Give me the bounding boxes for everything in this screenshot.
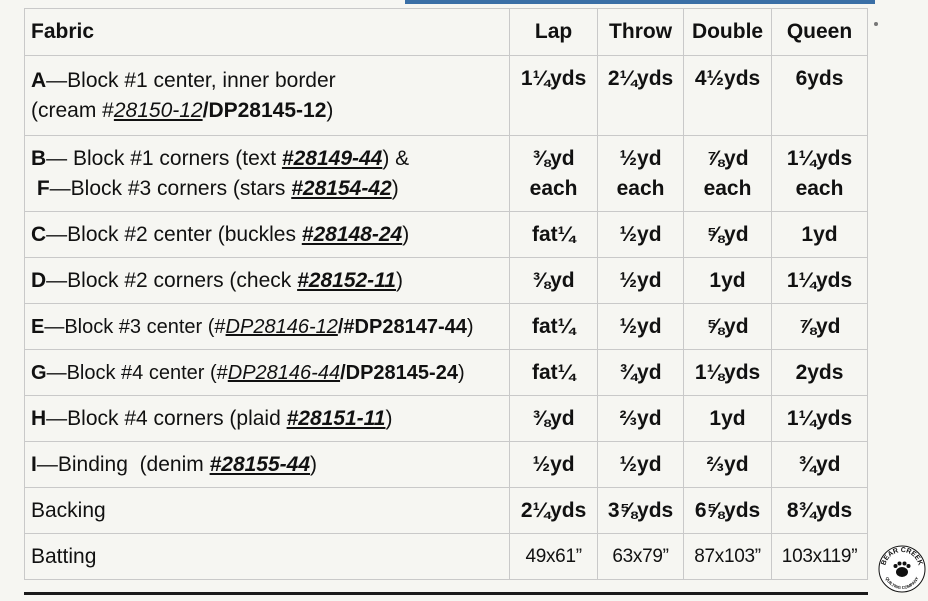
qty-queen: 1yd bbox=[772, 212, 868, 258]
header-row bbox=[25, 9, 868, 56]
fabric-desc: / bbox=[202, 98, 209, 122]
fabric-desc: —Binding (denim bbox=[36, 452, 210, 476]
logo-top-text: BEAR CREEK bbox=[880, 546, 924, 567]
table-row bbox=[25, 212, 868, 258]
qty-each: each bbox=[529, 176, 578, 200]
qty-each: each bbox=[616, 176, 665, 200]
qty-lap: fat¼ bbox=[510, 304, 598, 350]
bear-creek-logo bbox=[878, 545, 926, 593]
fabric-cell bbox=[25, 56, 510, 136]
fabric-desc: / bbox=[337, 315, 344, 338]
fabric-cell bbox=[25, 350, 510, 396]
header-fabric: Fabric bbox=[25, 9, 510, 56]
qty-double bbox=[684, 136, 772, 212]
fabric-letter: H bbox=[31, 406, 47, 430]
qty-lap: fat¼ bbox=[510, 212, 598, 258]
fabric-letter: I bbox=[31, 452, 37, 476]
qty-double: ⅝yd bbox=[684, 212, 772, 258]
fabric-cell: Batting bbox=[25, 534, 510, 580]
fabric-desc: ) bbox=[326, 98, 334, 122]
fabric-desc: ) bbox=[385, 406, 393, 430]
fabric-cell bbox=[25, 396, 510, 442]
fabric-code: DP28145-24 bbox=[345, 361, 458, 384]
fabric-letter: E bbox=[31, 315, 45, 338]
qty-queen: 6yds bbox=[772, 56, 868, 136]
fabric-desc: —Block #3 center (# bbox=[44, 315, 226, 338]
table-row bbox=[25, 258, 868, 304]
fabric-code: 28150-12 bbox=[113, 98, 203, 122]
qty-queen: 1¼yds bbox=[772, 258, 868, 304]
qty-double: 87x103” bbox=[684, 534, 772, 580]
qty-throw: ⅔yd bbox=[598, 396, 684, 442]
qty-lap: ⅜yd bbox=[510, 396, 598, 442]
qty-double: ⅔yd bbox=[684, 442, 772, 488]
logo-bottom-text: QUILTING COMPANY bbox=[884, 576, 920, 591]
qty-lap: fat¼ bbox=[510, 350, 598, 396]
fabric-code: DP28146-44 bbox=[227, 361, 341, 384]
qty-each: each bbox=[795, 176, 844, 200]
header-throw: Throw bbox=[598, 9, 684, 56]
fabric-desc: —Block #4 corners (plaid bbox=[46, 406, 287, 430]
fabric-requirements-table bbox=[24, 8, 868, 580]
fabric-desc: —Block #4 center (# bbox=[46, 361, 228, 384]
fabric-cell bbox=[25, 304, 510, 350]
fabric-code: #DP28147-44 bbox=[343, 315, 467, 338]
fabric-desc: ) bbox=[310, 452, 318, 476]
fabric-desc: —Block #2 corners (check bbox=[46, 268, 298, 292]
fabric-code: #28149-44 bbox=[281, 146, 383, 170]
fabric-cell: Backing bbox=[25, 488, 510, 534]
table-row bbox=[25, 396, 868, 442]
fabric-desc: ) & bbox=[382, 146, 410, 170]
fabric-cell bbox=[25, 442, 510, 488]
qty-lap: 2¼yds bbox=[510, 488, 598, 534]
qty-lap: 1¼yds bbox=[510, 56, 598, 136]
fabric-desc: (cream # bbox=[31, 98, 114, 122]
qty-throw: ¾yd bbox=[598, 350, 684, 396]
fabric-desc: ) bbox=[391, 176, 399, 200]
qty-double: 6⅝yds bbox=[684, 488, 772, 534]
qty-lap: 49x61” bbox=[510, 534, 598, 580]
qty-double: ⅝yd bbox=[684, 304, 772, 350]
fabric-letter: G bbox=[31, 361, 47, 384]
qty-queen: 103x119” bbox=[772, 534, 868, 580]
qty-lap: ⅜yd bbox=[510, 258, 598, 304]
qty-throw: ½yd bbox=[598, 442, 684, 488]
qty-queen: 1¼yds bbox=[772, 396, 868, 442]
qty-lap bbox=[510, 136, 598, 212]
table-row bbox=[25, 304, 868, 350]
bottom-rule bbox=[24, 592, 868, 595]
qty-double: 4½yds bbox=[684, 56, 772, 136]
header-double: Double bbox=[684, 9, 772, 56]
qty-throw: ½yd bbox=[598, 304, 684, 350]
qty-double: 1yd bbox=[684, 396, 772, 442]
fabric-desc: — Block #1 corners (text bbox=[46, 146, 282, 170]
table-row bbox=[25, 534, 868, 580]
table-row bbox=[25, 350, 868, 396]
header-lap: Lap bbox=[510, 9, 598, 56]
qty-value: ½yd bbox=[619, 146, 662, 170]
table-row bbox=[25, 488, 868, 534]
fabric-code: DP28145-12 bbox=[208, 98, 327, 122]
qty-throw: 2¼yds bbox=[598, 56, 684, 136]
fabric-letter: B bbox=[31, 146, 47, 170]
qty-queen bbox=[772, 136, 868, 212]
fabric-requirements-table-wrap bbox=[24, 8, 868, 580]
table-row bbox=[25, 56, 868, 136]
qty-each: each bbox=[703, 176, 752, 200]
qty-throw: 3⅝yds bbox=[598, 488, 684, 534]
fabric-letter: D bbox=[31, 268, 47, 292]
fabric-code: #28152-11 bbox=[297, 268, 396, 292]
fabric-desc: —Block #1 center, inner border bbox=[46, 68, 336, 92]
fabric-code: DP28146-12 bbox=[225, 315, 338, 338]
qty-double: 1yd bbox=[684, 258, 772, 304]
fabric-cell bbox=[25, 136, 510, 212]
qty-queen: 2yds bbox=[772, 350, 868, 396]
qty-throw: 63x79” bbox=[598, 534, 684, 580]
qty-value: 1¼yds bbox=[786, 146, 853, 170]
qty-throw: ½yd bbox=[598, 212, 684, 258]
fabric-cell bbox=[25, 212, 510, 258]
qty-double: 1⅛yds bbox=[684, 350, 772, 396]
fabric-code: #28154-42 bbox=[291, 176, 392, 200]
fabric-desc: ) bbox=[395, 268, 403, 292]
fabric-letter: C bbox=[31, 222, 47, 246]
fabric-code: #28155-44 bbox=[209, 452, 311, 476]
qty-value: ⅜yd bbox=[532, 146, 575, 170]
fabric-desc: ) bbox=[457, 361, 465, 384]
qty-queen: ¾yd bbox=[772, 442, 868, 488]
fabric-code: #28148-24 bbox=[301, 222, 403, 246]
table-row bbox=[25, 136, 868, 212]
fabric-cell bbox=[25, 258, 510, 304]
qty-queen: 8¾yds bbox=[772, 488, 868, 534]
fabric-desc: —Block #3 corners (stars bbox=[49, 176, 292, 200]
qty-throw: ½yd bbox=[598, 258, 684, 304]
qty-value: ⅞yd bbox=[706, 146, 749, 170]
fabric-desc: —Block #2 center (buckles bbox=[46, 222, 302, 246]
fabric-letter: F bbox=[36, 176, 50, 200]
fabric-desc: ) bbox=[402, 222, 410, 246]
fabric-code: #28151-11 bbox=[286, 406, 386, 430]
stray-mark bbox=[874, 22, 878, 26]
fabric-desc: / bbox=[340, 361, 346, 384]
header-queen: Queen bbox=[772, 9, 868, 56]
top-accent-strip bbox=[405, 0, 875, 4]
fabric-desc: ) bbox=[466, 315, 474, 338]
table-row bbox=[25, 442, 868, 488]
fabric-letter: A bbox=[31, 68, 47, 92]
qty-lap: ½yd bbox=[510, 442, 598, 488]
qty-queen: ⅞yd bbox=[772, 304, 868, 350]
qty-throw bbox=[598, 136, 684, 212]
